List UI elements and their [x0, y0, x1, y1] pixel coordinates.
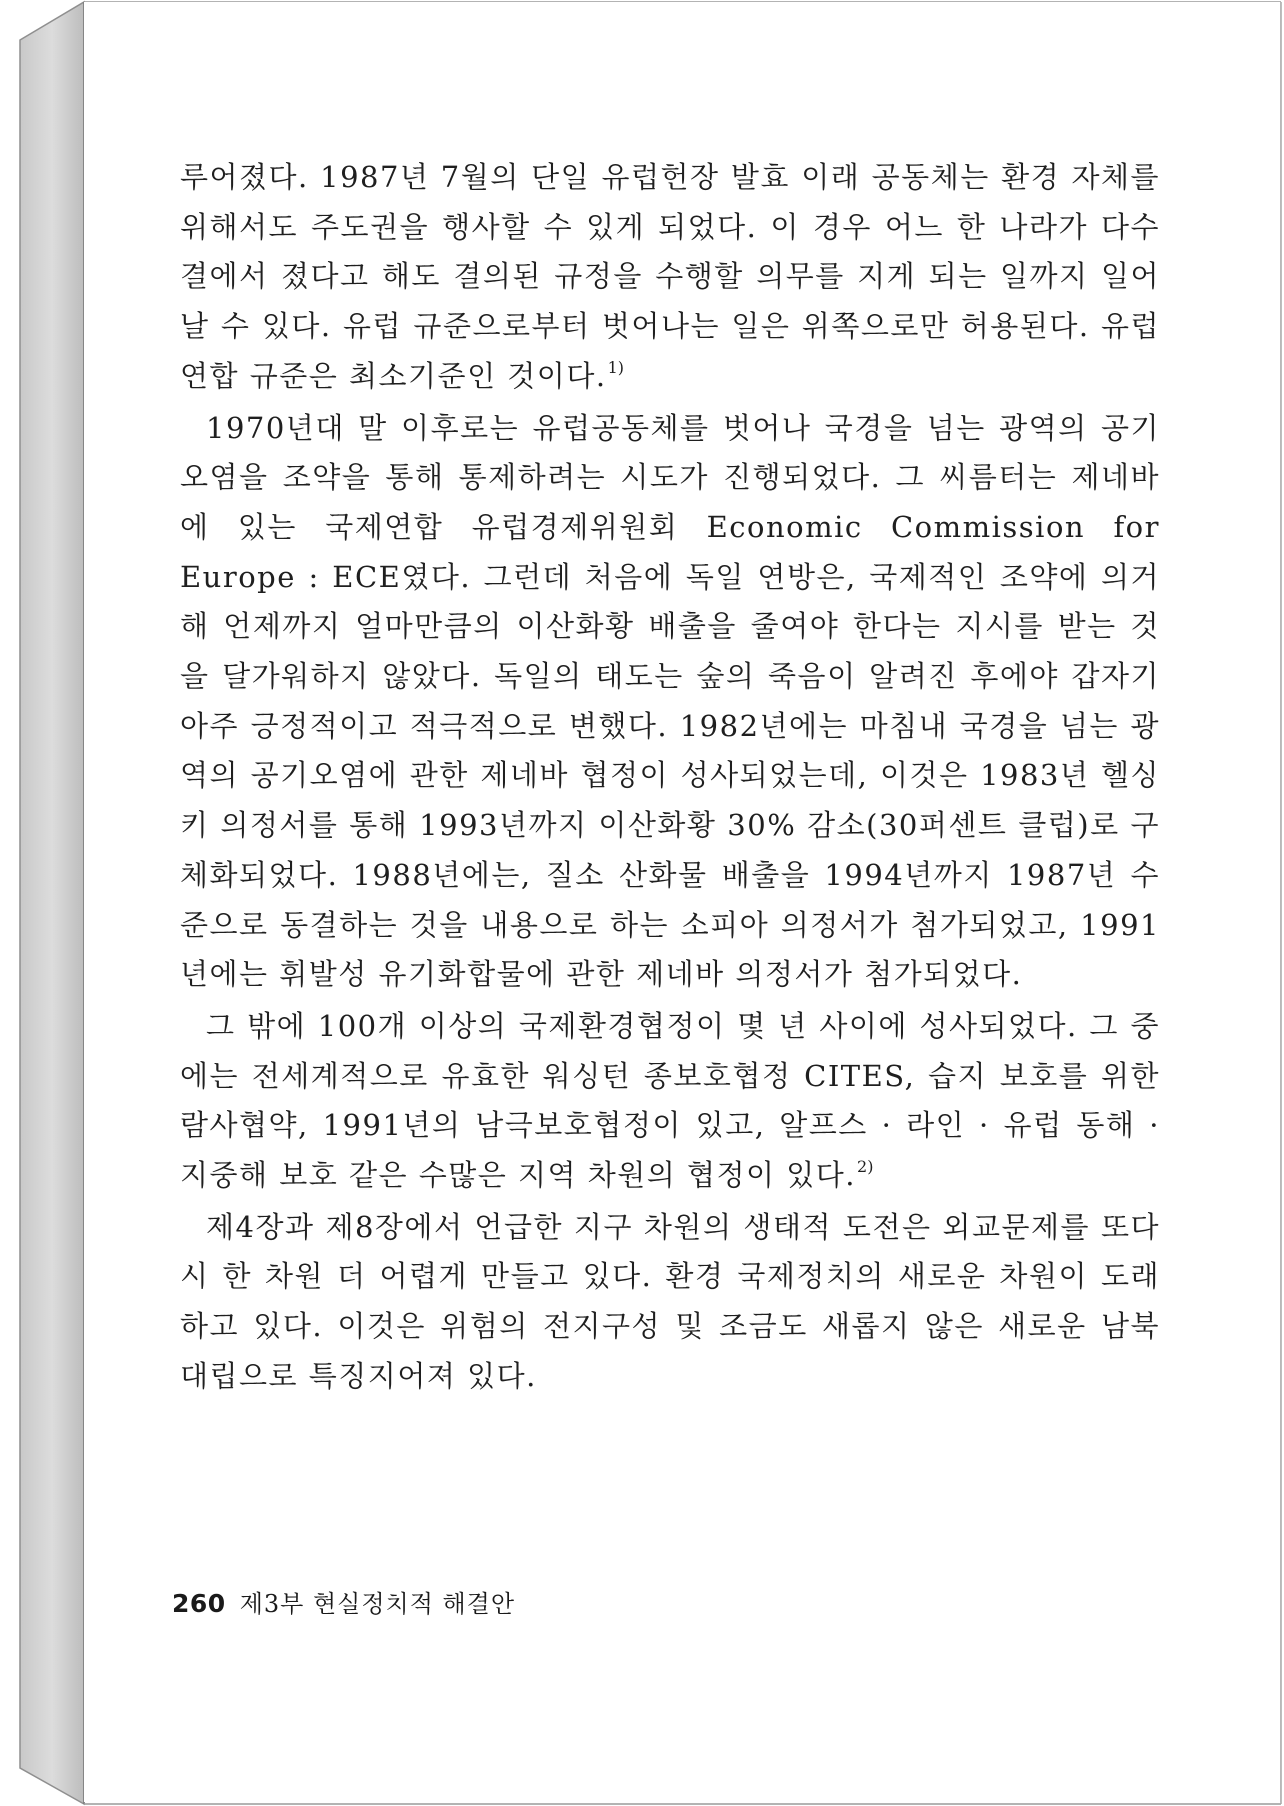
body-text: [180, 153, 1160, 1402]
paragraph-2-text: 1970년대 말 이후로는 유럽공동체를 벗어나 국경을 넘는 광역의 공기오염을 조약을 통해 통제하려는 시도가 진행되었다. 그 씨름터는 제네바에 있는 국제연합 유럽경제위원회 Economic Commission for Europe : ECE였다. 그런데 처음에 독일 연방은, 국제적인 조약에 의거해 언제까지 얼마만큼의 이산화황 배출을 줄여야 한다는 지시를 받는 것을 달가워하지 않았다. 독일의 태도는 숲의 죽음이 알려진 후에야 갑자기 아주 긍정적이고 적극적으로 변했다. 1982년에는 마침내 국경을 넘는 광역의 공기오염에 관한 제네바 협정이 성사되었는데, 이것은 1983년 헬싱키 의정서를 통해 1993년까지 이산화황 30% 감소(30퍼센트 클럽)로 구체화되었다. 1988년에는, 질소 산화물 배출을 1994년까지 1987년 수준으로 동결하는 것을 내용으로 하는 소피아 의정서가 첨가되었고, 1991년에는 휘발성 유기화합물에 관한 제네바 의정서가 첨가되었다.: [180, 410, 1160, 992]
running-head: 제3부 현실정치적 해결안: [239, 1590, 516, 1618]
paragraph-1-text: 루어졌다. 1987년 7월의 단일 유럽헌장 발효 이래 공동체는 환경 자체를 위해서도 주도권을 행사할 수 있게 되었다. 이 경우 어느 한 나라가 다수결에서 졌다고 해도 결의된 규정을 수행할 의무를 지게 되는 일까지 일어날 수 있다. 유럽 규준으로부터 벗어나는 일은 위쪽으로만 허용된다. 유럽연합 규준은 최소기준인 것이다.: [180, 160, 1160, 393]
footnote-marker-1: 1): [607, 357, 624, 377]
paragraph-3-text: 그 밖에 100개 이상의 국제환경협정이 몇 년 사이에 성사되었다. 그 중에는 전세계적으로 유효한 워싱턴 종보호협정 CITES, 습지 보호를 위한 람사협약, 1991년의 남극보호협정이 있고, 알프스 · 라인 · 유럽 동해 · 지중해 보호 같은 수많은 지역 차원의 협정이 있다.: [180, 1008, 1160, 1193]
paragraph-4: [180, 1203, 1160, 1402]
page-footer: [172, 1584, 515, 1619]
paragraph-2: [180, 404, 1160, 1000]
page-number: 260: [172, 1589, 226, 1618]
paragraph-4-text: 제4장과 제8장에서 언급한 지구 차원의 생태적 도전은 외교문제를 또다시 한 차원 더 어렵게 만들고 있다. 환경 국제정치의 새로운 차원이 도래하고 있다. 이것은 위험의 전지구성 및 조금도 새롭지 않은 새로운 남북 대립으로 특징지어져 있다.: [180, 1209, 1160, 1393]
paragraph-3: [180, 1002, 1160, 1201]
footnote-marker-2: 2): [857, 1157, 874, 1177]
paragraph-1: [180, 153, 1160, 402]
